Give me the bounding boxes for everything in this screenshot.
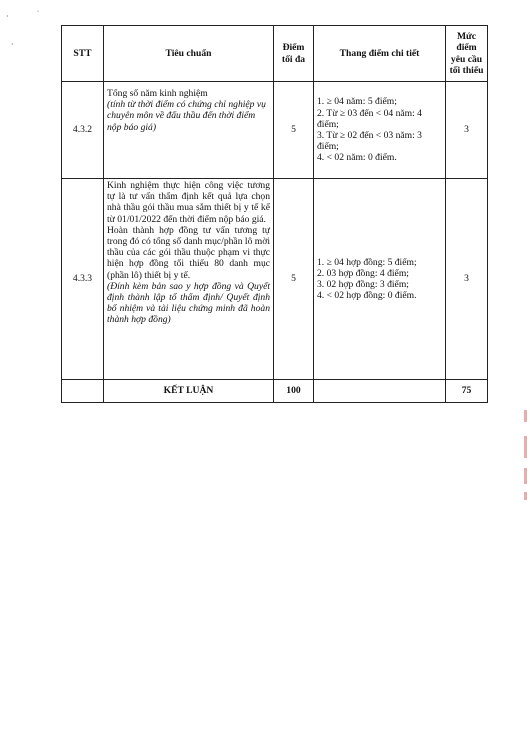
- conclusion-min-required: 75: [446, 380, 488, 403]
- row-stt: 4.3.2: [62, 82, 104, 179]
- header-detail: Thang điểm chi tiết: [314, 26, 446, 82]
- criteria-note: (tính từ thời điểm có chứng chỉ nghiệp vụ chuyên môn về đấu thầu đến thời điểm nộp báo giá): [107, 99, 266, 133]
- scan-speck: ·: [6, 12, 9, 21]
- criteria-note: (Đính kèm bản sao y hợp đồng và Quyết định thành lập tổ thẩm định/ Quyết định bổ nhiệm và tài liệu chứng minh đã hoàn thành hợp đồng): [107, 280, 270, 326]
- evaluation-criteria-table: [61, 25, 488, 403]
- header-max-score: Điểm tối đa: [274, 26, 314, 82]
- row-detail: [314, 179, 446, 380]
- row-criteria: [104, 82, 274, 179]
- conclusion-detail-empty: [314, 380, 446, 403]
- criteria-text: Kinh nghiệm thực hiện công việc tương tự là tư vấn thẩm định kết quả lựa chọn nhà thầu gói thầu mua sắm thiết bị y tế kể từ 01/01/2022 đến thời điểm nộp báo giá.: [107, 180, 270, 225]
- conclusion-max-score: 100: [274, 380, 314, 403]
- detail-line: 2. 03 hợp đồng: 4 điểm;: [317, 267, 409, 279]
- table-row: [62, 82, 488, 179]
- row-criteria: [104, 179, 274, 380]
- edge-mark: [524, 436, 527, 458]
- scan-speck: ˙: [36, 10, 40, 19]
- scan-speck: ·: [11, 40, 14, 49]
- row-min-required: 3: [446, 179, 488, 380]
- conclusion-label: KẾT LUẬN: [104, 380, 274, 403]
- row-min-required: 3: [446, 82, 488, 179]
- edge-mark: [524, 492, 527, 500]
- criteria-text: Hoàn thành hợp đồng tư vấn tương tự trong đó có tổng số danh mục/phần lô mời thầu của các gói thầu thuộc phạm vi thực hiện hợp đồng tối thiểu 80 danh mục (phần lô) thiết bị y tế.: [107, 224, 270, 281]
- row-detail: [314, 82, 446, 179]
- edge-mark: [524, 410, 527, 422]
- row-max-score: 5: [274, 82, 314, 179]
- detail-line: 4. < 02 năm: 0 điểm.: [317, 152, 397, 164]
- detail-line: 4. < 02 hợp đồng: 0 điểm.: [317, 290, 417, 302]
- detail-line: 1. ≥ 04 năm: 5 điểm;: [317, 96, 397, 108]
- conclusion-stt-empty: [62, 380, 104, 403]
- header-min-required: Mức điểm yêu cầu tối thiểu: [446, 26, 488, 82]
- row-stt: 4.3.3: [62, 179, 104, 380]
- conclusion-row: [62, 380, 488, 403]
- table-header-row: [62, 26, 488, 82]
- detail-line: 3. Từ ≥ 02 đến < 03 năm: 3 điểm;: [317, 130, 422, 153]
- detail-line: 3. 02 hợp đồng: 3 điểm;: [317, 279, 409, 290]
- edge-mark: [524, 468, 527, 484]
- header-stt: STT: [62, 26, 104, 82]
- criteria-text: Tổng số năm kinh nghiệm: [107, 88, 208, 99]
- header-criteria: Tiêu chuẩn: [104, 26, 274, 82]
- table-row: [62, 179, 488, 380]
- detail-line: 2. Từ ≥ 03 đến < 04 năm: 4 điểm;: [317, 107, 422, 130]
- detail-line: 1. ≥ 04 hợp đồng: 5 điểm;: [317, 256, 417, 268]
- row-max-score: 5: [274, 179, 314, 380]
